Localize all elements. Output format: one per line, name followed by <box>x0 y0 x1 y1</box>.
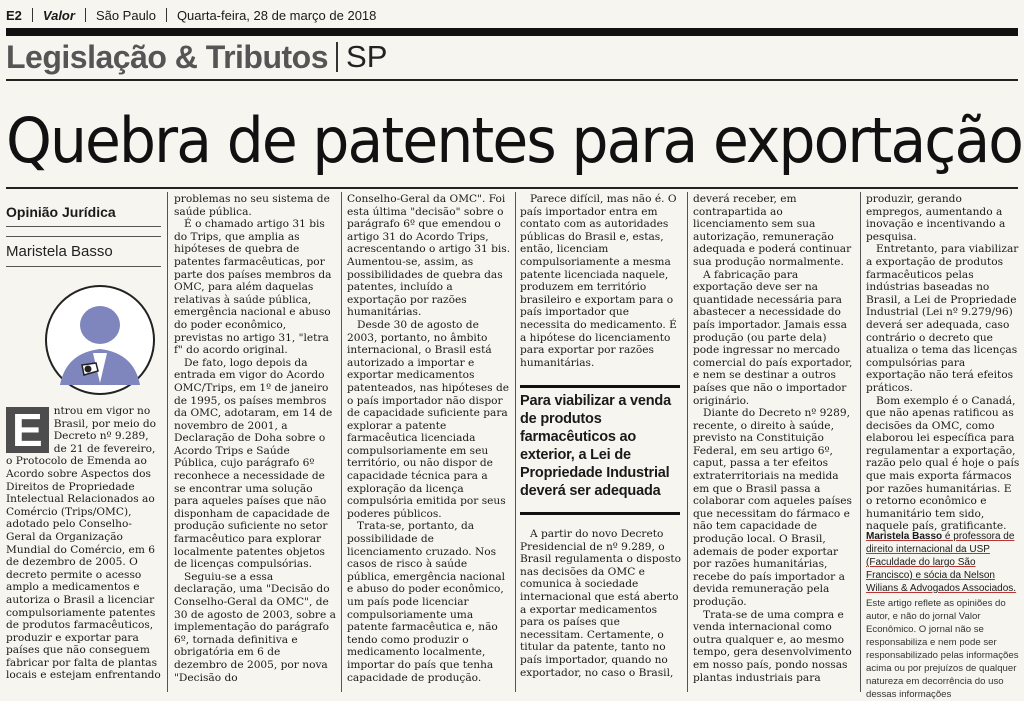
lead-text: ntrou em vigor no Brasil, por meio do Decreto nº 9.289, de 21 de fevereiro, o Protocolo de Emenda ao Acordo sobre Aspectos dos Direitos de Propriedade Intelectual Relacionados ao Comércio (Trips/OMC), adotado pelo Conselho-Geral da Organização Mundial do Comércio, em 6 de dezembro de 2005. O decreto permite o acesso amplo a medicamentos e autoriza o Brasil a licenciar compulsoriamente patentes de produtos farmacêuticos, produzir e exportar para países que não conseguem fabricar por falta de plantas locais e estejam enfrentando <box>6 405 161 682</box>
lead-paragraph <box>6 405 161 682</box>
paragraph: De fato, logo depois da entrada em vigor do Acordo OMC/Trips, em 1º de janeiro de 1995, os países membros da OMC, adotaram, em 14 de novembro de 2001, a Declaração de Doha sobre o Acordo Trips e Saúde Pública, cujo parágrafo 6º reconhece a necessidade de se encontrar uma solução para aqueles países que não disponham de capacidade de produção suficiente no setor farmacêutico para explorar localmente patentes objetos de licenças compulsórias. <box>174 356 333 571</box>
paragraph: produzir, gerando empregos, aumentando a inovação e incentivando a pesquisa. <box>866 193 1006 243</box>
author-bio <box>866 530 1020 594</box>
paragraph: Conselho-Geral da OMC". Foi esta última "decisão" sobre o parágrafo 6º que emendou o artigo 31 do Acordo Trips, acrescentando o artigo 31 bis. Aumentou-se, assim, as possibilidades de quebra das patentes, incluído a exportação por razões humanitárias. <box>347 193 511 319</box>
masthead-rule <box>6 28 1018 36</box>
drop-cap: E <box>6 407 49 453</box>
column-6 <box>866 193 1020 533</box>
masthead <box>6 4 1018 26</box>
column-divider <box>167 192 168 692</box>
author-name: Maristela Basso <box>6 243 113 260</box>
divider <box>166 8 167 22</box>
divider <box>32 8 33 22</box>
section-header <box>6 38 387 76</box>
column-4-top <box>520 193 682 373</box>
city: São Paulo <box>95 7 156 23</box>
paragraph: Parece difícil, mas não é. O país importador entra em contato com as autoridades públicas do Brasil e, estas, então, licenciam compulsoriamente a mesma patente licenciada naquele, produzem em território brasileiro e exportam para o país importador que necessita do medicamento. É a hipótese do licenciamento para exportar por razões humanitárias. <box>520 193 677 369</box>
paragraph: É o chamado artigo 31 bis do Trips, que amplia as hipóteses de quebra de patentes farmacêuticas, por parte dos países membros da OMC, para além daquelas relativas à saúde pública, emergência nacional e abuso do poder econômico, previstas no artigo 31, "letra f" do acordo original. <box>174 218 332 357</box>
paragraph: deverá receber, em contrapartida ao licenciamento sem sua autorização, remuneração adequada e poderá continuar sua produção normalmente. <box>693 193 852 268</box>
date: Quarta-feira, 28 de março de 2018 <box>176 7 377 23</box>
paragraph: problemas no seu sistema de saúde pública. <box>174 193 330 218</box>
column-2 <box>174 193 336 693</box>
paragraph: Bom exemplo é o Canadá, que não apenas ratificou as decisões da OMC, como elaborou lei específica para regulamentar a exportação, razão pelo qual é hoje o país que mais exporta fármacos por razões humanitárias. E o retorno econômico e humanitário tem sido, naquele país, gratificante. <box>866 394 1020 533</box>
section-region: SP <box>346 39 388 74</box>
kicker: Opinião Jurídica <box>6 204 116 220</box>
kicker-rule <box>6 236 161 237</box>
paragraph: Entretanto, para viabilizar a exportação de produtos farmacêuticos pelas indústrias baseadas no Brasil, a Lei de Propriedade Industrial (Lei nº 9.279/96) deverá ser adequada, caso contrário o decreto que atualiza o tema das licenças compulsórias para exportação não terá efeitos práticos. <box>866 243 1019 394</box>
paragraph: Desde 30 de agosto de 2003, portanto, no âmbito internacional, o Brasil está autorizado a importar e exportar medicamentos patenteados, nas hipóteses de o país importador não dispor de capacidade suficiente para explorar a patente farmacêutica licenciada compulsoriamente em seu território, ou não dispor de capacidade técnica para a exploração da licença compulsória emitida por seus poderes públicos. <box>347 318 510 520</box>
pullquote-rule <box>520 385 680 388</box>
bio-name: Maristela Basso <box>866 531 943 542</box>
divider <box>85 8 86 22</box>
column-4-bottom <box>520 528 682 693</box>
author-portrait-icon <box>38 285 163 395</box>
bio-text: é professora de direito internacional da USP (Faculdade do largo São Francisco) e sócia da Nelson Wilians & Advogados Associados. <box>866 531 1017 594</box>
paragraph: A fabricação para exportação deve ser na quantidade necessária para abastecer a necessidade do país importador. Jamais essa produção (ou parte dela) pode ingressar no mercado comercial do país exportador, e nem se destinar a outros países que não o importador originário. <box>693 268 853 407</box>
column-divider <box>515 192 516 692</box>
column-5 <box>693 193 855 693</box>
headline: Quebra de patentes para exportação <box>6 104 1023 177</box>
paragraph: Trata-se de uma compra e venda internacional como outra qualquer e, ao mesmo tempo, gera desenvolvimento em nosso país, pondo nossas plantas industriais para <box>693 608 852 684</box>
paragraph: A partir do novo Decreto Presidencial de nº 9.289, o Brasil regulamenta o disposto nas decisões da OMC e comunica à sociedade internacional que está aberto a exportar medicamentos para os países que necessitam. Certamente, o titular da patente, tanto no país importador, quando no exportador, no caso o Brasil, <box>520 528 682 679</box>
column-divider <box>687 192 688 692</box>
section-rule <box>6 79 1018 81</box>
pullquote-rule <box>520 512 680 515</box>
paragraph: Diante do Decreto nº 9289, recente, o direito à saúde, previsto na Constituição Federal, em seu artigo 6º, caput, passa a ter efeitos extraterritoriais na medida em que o Brasil passa a colaborar com aqueles países que necessitam do fármaco e não tem capacidade de produção local. O Brasil, ademais de poder exportar por razões humanitárias, recebe do país importador a devida remuneração pela produção. <box>693 407 852 608</box>
page-number: E2 <box>6 7 22 23</box>
disclaimer: Este artigo reflete as opiniões do autor, e não do jornal Valor Econômico. O jornal não se responsabiliza e nem pode ser responsabilizado pelas informações acima ou por prejuízos de qualquer natureza em decorrência do uso dessas informações <box>866 598 1019 700</box>
divider <box>336 42 338 72</box>
headline-rule <box>6 187 1018 189</box>
brand-name: Valor <box>42 7 75 23</box>
section-name: Legislação & Tributos <box>6 38 329 75</box>
kicker-rule <box>6 226 161 227</box>
column-divider <box>860 192 861 692</box>
column-divider <box>341 192 342 692</box>
paragraph: Seguiu-se a essa declaração, uma "Decisão do Conselho-Geral da OMC", de 30 de agosto de 2003, sobre a implementação do parágrafo 6º, tornada definitiva e obrigatória em 6 de dezembro de 2005, por nova "Decisão do <box>174 570 336 684</box>
author-rule <box>6 266 161 267</box>
column-3 <box>347 193 511 693</box>
paragraph: Trata-se, portanto, da possibilidade de licenciamento cruzado. Nos casos de risco à saúde pública, emergência nacional e abuso do poder econômico, um país pode licenciar compulsoriamente uma patente farmacêutica e, não tendo como produzir o medicamento localmente, importar do país que tenha capacidade de produção. <box>347 520 506 684</box>
pull-quote: Para viabilizar a venda de produtos farmacêuticos ao exterior, a Lei de Propriedade Industrial deverá ser adequada <box>520 393 671 499</box>
